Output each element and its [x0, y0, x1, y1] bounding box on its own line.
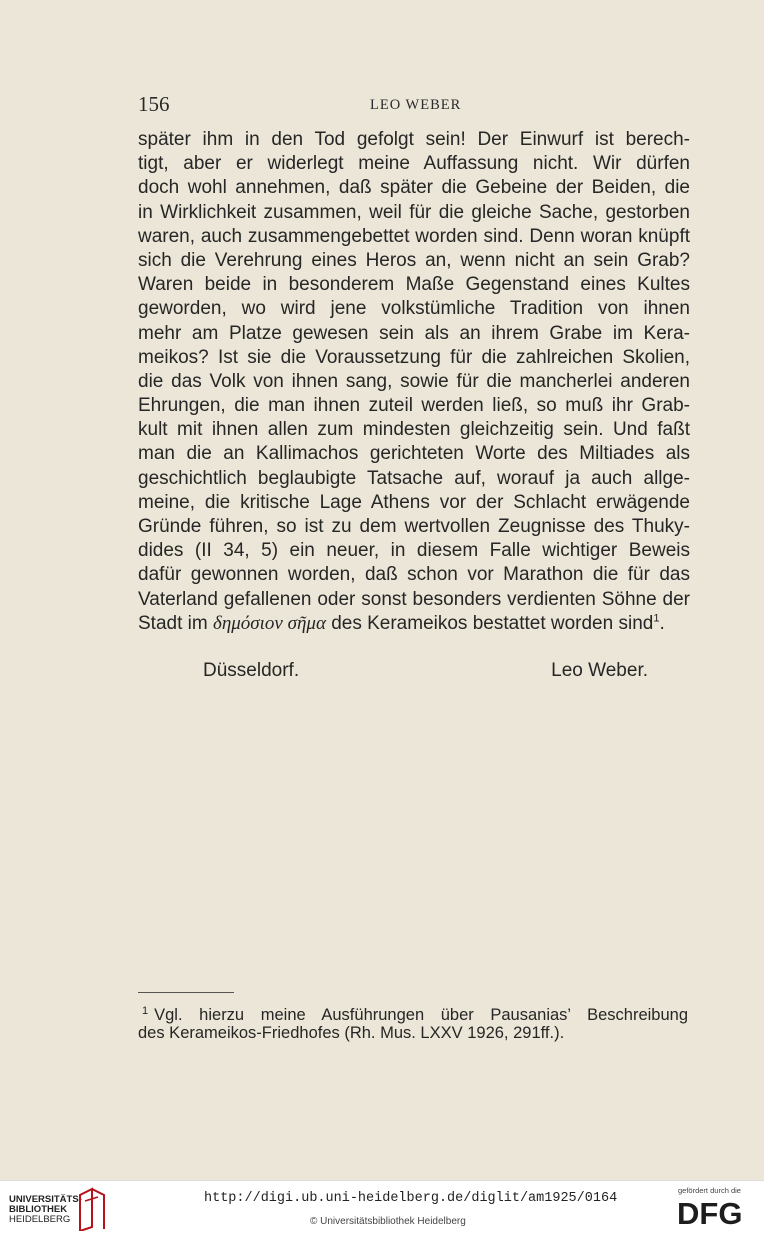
- page-header: [138, 92, 688, 122]
- dfg-logo: DFG: [677, 1196, 743, 1231]
- library-name-line-3: HEIDELBERG: [9, 1214, 71, 1225]
- text-line: man die an Kallimachos gerichteten Worte des Miltiades als: [138, 443, 690, 465]
- text-line: meikos? Ist sie die Voraussetzung für die zahlreichen Skolien,: [138, 346, 690, 368]
- text-line: tigt, aber er widerlegt meine Auffassung nicht. Wir dürfen: [138, 153, 690, 175]
- text-line: Vaterland gefallenen oder sonst besonders verdienten Söhne der: [138, 588, 690, 610]
- text-line: Waren beide in besonderem Maße Gegenstand eines Kultes: [138, 274, 690, 296]
- text-line: geschichtlich beglaubigte Tatsache auf, worauf ja auch allge-: [138, 467, 690, 489]
- running-head: LEO WEBER: [370, 97, 462, 113]
- permalink-url[interactable]: http://digi.ub.uni-heidelberg.de/diglit/am1925/0164: [204, 1191, 618, 1206]
- footnote-number: 1: [142, 1005, 149, 1017]
- text-line: später ihm in den Tod gefolgt sein! Der Einwurf ist berech-: [138, 129, 690, 150]
- text-line: waren, auch zusammengebettet worden sind. Denn woran knüpft: [138, 225, 690, 247]
- text-line: Ehrungen, die man ihnen zuteil werden ließ, so muß ihr Grab-: [138, 395, 690, 417]
- last-line-pre: Stadt im: [138, 612, 208, 634]
- dfg-caption: gefördert durch die: [678, 1186, 741, 1195]
- body-text: [138, 128, 690, 636]
- library-name: [9, 1195, 82, 1225]
- footnote: [138, 1000, 688, 1044]
- text-line: doch wohl annehmen, daß später die Gebeine der Beiden, die: [138, 177, 690, 199]
- text-line-last: [138, 612, 690, 636]
- text-line: meine, die kritische Lage Athens vor der Schlacht erwägende: [138, 491, 690, 513]
- text-line: dides (II 34, 5) ein neuer, in diesem Falle wichtiger Beweis: [138, 540, 690, 562]
- text-line: kult mit ihnen allen zum mindesten gleichzeitig sein. Und faßt: [138, 419, 690, 441]
- text-line: in Wirklichkeit zusammen, weil für die gleiche Sache, gestorben: [138, 201, 690, 223]
- text-line: sich die Verehrung eines Heros an, wenn nicht an sein Grab?: [138, 249, 690, 271]
- text-line: Gründe führen, so ist zu dem wertvollen Zeugnisse des Thuky-: [138, 516, 690, 537]
- library-logo-icon: [76, 1187, 106, 1236]
- text-line: die das Volk von ihnen sang, sowie für die mancherlei anderen: [138, 370, 690, 392]
- text-line: dafür gewonnen worden, daß schon vor Marathon die für das: [138, 564, 690, 586]
- signature-block: [138, 660, 690, 690]
- footnote-divider: [138, 992, 234, 993]
- greek-phrase: δημόσιον σῆμα: [212, 612, 326, 634]
- footnote-text-1: Vgl. hierzu meine Ausführungen über Pausanias’ Beschreibung: [154, 1006, 688, 1024]
- page-number: 156: [138, 92, 170, 116]
- last-line-post: des Kerameikos bestattet worden sind: [331, 612, 654, 634]
- footnote-line: des Kerameikos-Friedhofes (Rh. Mus. LXXV 1926, 291ff.).: [138, 1024, 565, 1042]
- signature-author: Leo Weber.: [551, 660, 648, 681]
- last-line-end: .: [659, 612, 665, 634]
- viewer-footer: [0, 1180, 764, 1236]
- text-line: geworden, wo wird jene volkstümliche Tradition von ihnen: [138, 298, 690, 320]
- text-line: mehr am Platze gewesen sein als an ihrem Grabe im Kera-: [138, 322, 690, 344]
- library-name-line-2: BIBLIOTHEK: [9, 1204, 68, 1215]
- footnote-reference[interactable]: 1: [653, 612, 660, 625]
- signature-place: Düsseldorf.: [203, 660, 300, 681]
- library-name-line-1: UNIVERSITÄTS-: [9, 1194, 82, 1205]
- footnote-line: [138, 1000, 688, 1022]
- copyright-notice: © Universitätsbibliothek Heidelberg: [310, 1216, 466, 1227]
